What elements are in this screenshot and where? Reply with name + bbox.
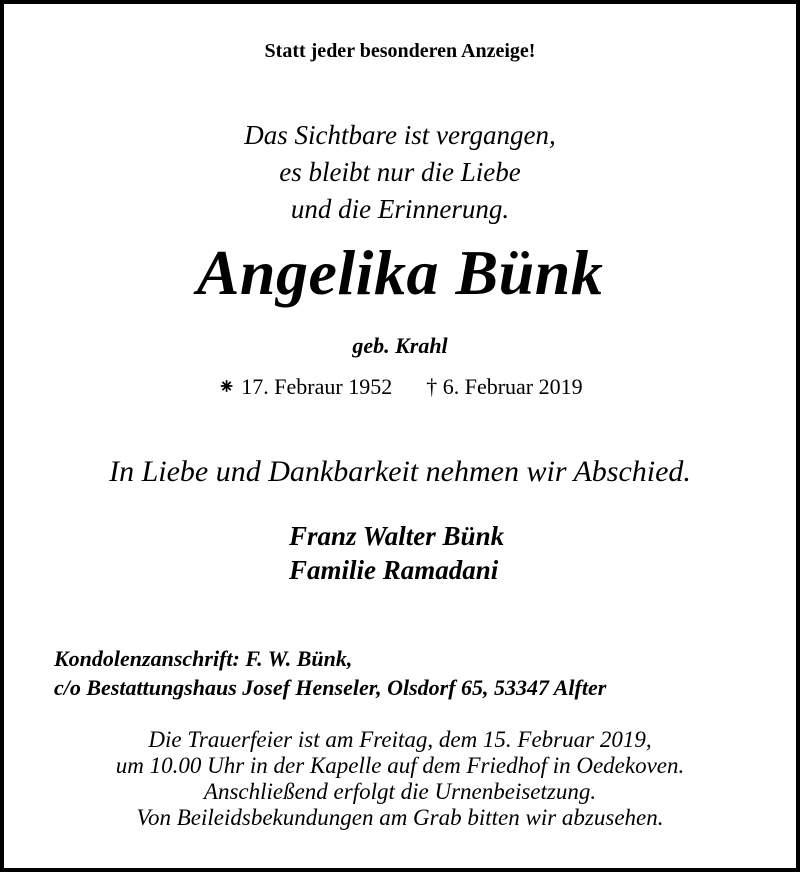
deceased-name: Angelika Bünk [196,237,604,308]
condolence-address [54,644,606,702]
verse-line: Das Sichtbare ist vergangen, [244,120,556,150]
memorial-verse [4,117,796,228]
birth-date: ⁕ 17. Febraur 1952 [217,374,393,399]
condolence-line: c/o Bestattungshaus Josef Henseler, Olsdorf 65, 53347 Alfter [54,675,607,700]
mourner: Franz Walter Bünk [289,521,505,551]
service-information [4,727,796,831]
life-dates [4,374,796,400]
death-date: † 6. Februar 2019 [426,374,583,399]
verse-line: und die Erinnerung. [290,194,510,224]
notice-header: Statt jeder besonderen Anzeige! [264,40,536,62]
service-line: Anschließend erfolgt die Urnenbeisetzung. [203,779,597,804]
mourners-list [289,519,504,587]
maiden-name: geb. Krahl [352,333,448,358]
condolence-line: Kondolenzanschrift: F. W. Bünk, [54,646,353,671]
verse-line: es bleibt nur die Liebe [279,157,521,187]
mourner: Familie Ramadani [289,555,499,585]
service-line: um 10.00 Uhr in der Kapelle auf dem Friedhof in Oedekoven. [115,753,685,778]
farewell-statement: In Liebe und Dankbarkeit nehmen wir Abschied. [109,455,691,488]
service-line: Die Trauerfeier ist am Freitag, dem 15. Februar 2019, [148,727,652,752]
service-line: Von Beileidsbekundungen am Grab bitten wir abzusehen. [136,805,664,830]
